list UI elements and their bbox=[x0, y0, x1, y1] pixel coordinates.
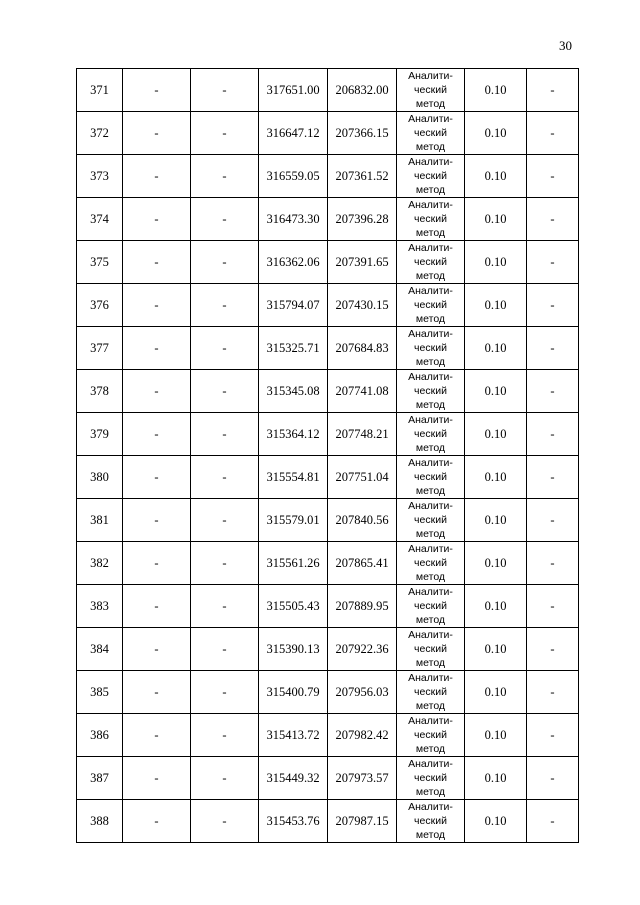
empty-col-3-cell: - bbox=[191, 198, 259, 241]
empty-col-8-cell: - bbox=[527, 327, 579, 370]
method-line: Аналити- bbox=[408, 758, 453, 770]
accuracy-cell: 0.10 bbox=[465, 542, 527, 585]
x-coordinate-cell: 315561.26 bbox=[259, 542, 328, 585]
x-coordinate-cell: 316647.12 bbox=[259, 112, 328, 155]
empty-col-3-cell: - bbox=[191, 456, 259, 499]
method-line: ческий bbox=[414, 256, 447, 268]
empty-col-2-cell: - bbox=[123, 413, 191, 456]
y-coordinate-cell: 207748.21 bbox=[328, 413, 397, 456]
method-line: метод bbox=[415, 700, 446, 712]
method-cell bbox=[397, 456, 465, 499]
method-line: Аналити- bbox=[408, 70, 453, 82]
y-coordinate-cell: 207366.15 bbox=[328, 112, 397, 155]
method-line: Аналити- bbox=[408, 285, 453, 297]
point-number-cell: 374 bbox=[77, 198, 123, 241]
method-line: метод bbox=[415, 743, 446, 755]
method-line: Аналити- bbox=[408, 672, 453, 684]
method-line: ческий bbox=[414, 815, 447, 827]
x-coordinate-cell: 315345.08 bbox=[259, 370, 328, 413]
method-line: ческий bbox=[414, 772, 447, 784]
empty-col-2-cell: - bbox=[123, 155, 191, 198]
table-row bbox=[77, 327, 579, 370]
accuracy-cell: 0.10 bbox=[465, 499, 527, 542]
point-number-cell: 377 bbox=[77, 327, 123, 370]
method-line: ческий bbox=[414, 170, 447, 182]
point-number-cell: 383 bbox=[77, 585, 123, 628]
method-line: метод bbox=[415, 528, 446, 540]
table-row bbox=[77, 757, 579, 800]
empty-col-3-cell: - bbox=[191, 413, 259, 456]
accuracy-cell: 0.10 bbox=[465, 628, 527, 671]
point-number-cell: 381 bbox=[77, 499, 123, 542]
y-coordinate-cell: 207922.36 bbox=[328, 628, 397, 671]
table-body bbox=[77, 69, 579, 843]
method-cell bbox=[397, 542, 465, 585]
accuracy-cell: 0.10 bbox=[465, 327, 527, 370]
empty-col-8-cell: - bbox=[527, 112, 579, 155]
x-coordinate-cell: 315413.72 bbox=[259, 714, 328, 757]
empty-col-2-cell: - bbox=[123, 112, 191, 155]
method-line: Аналити- bbox=[408, 500, 453, 512]
method-line: метод bbox=[415, 657, 446, 669]
method-line: ческий bbox=[414, 557, 447, 569]
method-line: метод bbox=[415, 227, 446, 239]
method-cell bbox=[397, 370, 465, 413]
empty-col-8-cell: - bbox=[527, 198, 579, 241]
y-coordinate-cell: 206832.00 bbox=[328, 69, 397, 112]
method-line: ческий bbox=[414, 127, 447, 139]
table-row bbox=[77, 671, 579, 714]
accuracy-cell: 0.10 bbox=[465, 155, 527, 198]
empty-col-2-cell: - bbox=[123, 241, 191, 284]
empty-col-8-cell: - bbox=[527, 241, 579, 284]
empty-col-8-cell: - bbox=[527, 757, 579, 800]
y-coordinate-cell: 207982.42 bbox=[328, 714, 397, 757]
y-coordinate-cell: 207396.28 bbox=[328, 198, 397, 241]
y-coordinate-cell: 207751.04 bbox=[328, 456, 397, 499]
accuracy-cell: 0.10 bbox=[465, 112, 527, 155]
method-cell bbox=[397, 757, 465, 800]
method-line: метод bbox=[415, 829, 446, 841]
method-cell bbox=[397, 284, 465, 327]
point-number-cell: 387 bbox=[77, 757, 123, 800]
method-cell bbox=[397, 198, 465, 241]
table-row bbox=[77, 112, 579, 155]
method-line: Аналити- bbox=[408, 801, 453, 813]
method-line: ческий bbox=[414, 385, 447, 397]
method-line: метод bbox=[415, 141, 446, 153]
empty-col-8-cell: - bbox=[527, 585, 579, 628]
point-number-cell: 380 bbox=[77, 456, 123, 499]
point-number-cell: 375 bbox=[77, 241, 123, 284]
empty-col-3-cell: - bbox=[191, 628, 259, 671]
method-line: ческий bbox=[414, 84, 447, 96]
method-line: метод bbox=[415, 442, 446, 454]
method-line: ческий bbox=[414, 686, 447, 698]
empty-col-8-cell: - bbox=[527, 800, 579, 843]
point-number-cell: 376 bbox=[77, 284, 123, 327]
accuracy-cell: 0.10 bbox=[465, 800, 527, 843]
accuracy-cell: 0.10 bbox=[465, 69, 527, 112]
method-line: Аналити- bbox=[408, 414, 453, 426]
accuracy-cell: 0.10 bbox=[465, 284, 527, 327]
table-row bbox=[77, 499, 579, 542]
point-number-cell: 371 bbox=[77, 69, 123, 112]
table-row bbox=[77, 198, 579, 241]
empty-col-2-cell: - bbox=[123, 499, 191, 542]
empty-col-8-cell: - bbox=[527, 155, 579, 198]
method-line: метод bbox=[415, 270, 446, 282]
empty-col-8-cell: - bbox=[527, 714, 579, 757]
method-cell bbox=[397, 671, 465, 714]
empty-col-2-cell: - bbox=[123, 757, 191, 800]
table-row bbox=[77, 370, 579, 413]
empty-col-2-cell: - bbox=[123, 671, 191, 714]
method-line: Аналити- bbox=[408, 371, 453, 383]
method-line: Аналити- bbox=[408, 328, 453, 340]
point-number-cell: 372 bbox=[77, 112, 123, 155]
empty-col-2-cell: - bbox=[123, 714, 191, 757]
table-row bbox=[77, 585, 579, 628]
empty-col-3-cell: - bbox=[191, 327, 259, 370]
empty-col-8-cell: - bbox=[527, 499, 579, 542]
point-number-cell: 386 bbox=[77, 714, 123, 757]
y-coordinate-cell: 207361.52 bbox=[328, 155, 397, 198]
empty-col-3-cell: - bbox=[191, 585, 259, 628]
method-line: ческий bbox=[414, 428, 447, 440]
empty-col-3-cell: - bbox=[191, 241, 259, 284]
x-coordinate-cell: 316473.30 bbox=[259, 198, 328, 241]
method-line: Аналити- bbox=[408, 586, 453, 598]
empty-col-2-cell: - bbox=[123, 370, 191, 413]
y-coordinate-cell: 207889.95 bbox=[328, 585, 397, 628]
empty-col-2-cell: - bbox=[123, 542, 191, 585]
x-coordinate-cell: 315390.13 bbox=[259, 628, 328, 671]
x-coordinate-cell: 315364.12 bbox=[259, 413, 328, 456]
method-cell bbox=[397, 714, 465, 757]
coordinates-table bbox=[76, 68, 579, 843]
accuracy-cell: 0.10 bbox=[465, 757, 527, 800]
point-number-cell: 382 bbox=[77, 542, 123, 585]
y-coordinate-cell: 207865.41 bbox=[328, 542, 397, 585]
method-line: метод bbox=[415, 98, 446, 110]
method-cell bbox=[397, 112, 465, 155]
empty-col-3-cell: - bbox=[191, 542, 259, 585]
accuracy-cell: 0.10 bbox=[465, 370, 527, 413]
y-coordinate-cell: 207973.57 bbox=[328, 757, 397, 800]
method-line: метод bbox=[415, 614, 446, 626]
empty-col-2-cell: - bbox=[123, 456, 191, 499]
point-number-cell: 373 bbox=[77, 155, 123, 198]
method-line: ческий bbox=[414, 213, 447, 225]
empty-col-3-cell: - bbox=[191, 757, 259, 800]
y-coordinate-cell: 207741.08 bbox=[328, 370, 397, 413]
method-line: ческий bbox=[414, 471, 447, 483]
page-number: 30 bbox=[559, 38, 572, 53]
x-coordinate-cell: 315449.32 bbox=[259, 757, 328, 800]
x-coordinate-cell: 315400.79 bbox=[259, 671, 328, 714]
table-row bbox=[77, 69, 579, 112]
x-coordinate-cell: 315554.81 bbox=[259, 456, 328, 499]
point-number-cell: 379 bbox=[77, 413, 123, 456]
method-line: ческий bbox=[414, 299, 447, 311]
method-line: Аналити- bbox=[408, 156, 453, 168]
empty-col-8-cell: - bbox=[527, 542, 579, 585]
accuracy-cell: 0.10 bbox=[465, 241, 527, 284]
method-line: ческий bbox=[414, 600, 447, 612]
empty-col-3-cell: - bbox=[191, 284, 259, 327]
table-row bbox=[77, 241, 579, 284]
empty-col-8-cell: - bbox=[527, 284, 579, 327]
empty-col-2-cell: - bbox=[123, 284, 191, 327]
method-line: метод bbox=[415, 356, 446, 368]
method-cell bbox=[397, 585, 465, 628]
empty-col-8-cell: - bbox=[527, 671, 579, 714]
accuracy-cell: 0.10 bbox=[465, 585, 527, 628]
method-line: метод bbox=[415, 571, 446, 583]
point-number-cell: 388 bbox=[77, 800, 123, 843]
x-coordinate-cell: 316559.05 bbox=[259, 155, 328, 198]
y-coordinate-cell: 207391.65 bbox=[328, 241, 397, 284]
x-coordinate-cell: 316362.06 bbox=[259, 241, 328, 284]
x-coordinate-cell: 315794.07 bbox=[259, 284, 328, 327]
method-cell bbox=[397, 499, 465, 542]
accuracy-cell: 0.10 bbox=[465, 456, 527, 499]
empty-col-3-cell: - bbox=[191, 714, 259, 757]
method-line: метод bbox=[415, 485, 446, 497]
method-cell bbox=[397, 413, 465, 456]
accuracy-cell: 0.10 bbox=[465, 413, 527, 456]
method-cell bbox=[397, 241, 465, 284]
empty-col-2-cell: - bbox=[123, 198, 191, 241]
table-row bbox=[77, 628, 579, 671]
method-line: Аналити- bbox=[408, 113, 453, 125]
accuracy-cell: 0.10 bbox=[465, 671, 527, 714]
point-number-cell: 378 bbox=[77, 370, 123, 413]
empty-col-2-cell: - bbox=[123, 585, 191, 628]
y-coordinate-cell: 207840.56 bbox=[328, 499, 397, 542]
table-row bbox=[77, 456, 579, 499]
x-coordinate-cell: 315453.76 bbox=[259, 800, 328, 843]
method-cell bbox=[397, 69, 465, 112]
method-line: Аналити- bbox=[408, 715, 453, 727]
y-coordinate-cell: 207430.15 bbox=[328, 284, 397, 327]
table-row bbox=[77, 413, 579, 456]
empty-col-3-cell: - bbox=[191, 499, 259, 542]
method-line: ческий bbox=[414, 342, 447, 354]
empty-col-2-cell: - bbox=[123, 628, 191, 671]
empty-col-3-cell: - bbox=[191, 112, 259, 155]
x-coordinate-cell: 315325.71 bbox=[259, 327, 328, 370]
table-row bbox=[77, 714, 579, 757]
empty-col-3-cell: - bbox=[191, 800, 259, 843]
method-line: ческий bbox=[414, 729, 447, 741]
method-cell bbox=[397, 800, 465, 843]
x-coordinate-cell: 317651.00 bbox=[259, 69, 328, 112]
accuracy-cell: 0.10 bbox=[465, 714, 527, 757]
empty-col-2-cell: - bbox=[123, 800, 191, 843]
empty-col-3-cell: - bbox=[191, 69, 259, 112]
method-line: метод bbox=[415, 313, 446, 325]
y-coordinate-cell: 207956.03 bbox=[328, 671, 397, 714]
table-row bbox=[77, 284, 579, 327]
y-coordinate-cell: 207987.15 bbox=[328, 800, 397, 843]
accuracy-cell: 0.10 bbox=[465, 198, 527, 241]
method-line: Аналити- bbox=[408, 629, 453, 641]
x-coordinate-cell: 315579.01 bbox=[259, 499, 328, 542]
empty-col-3-cell: - bbox=[191, 370, 259, 413]
method-cell bbox=[397, 327, 465, 370]
empty-col-8-cell: - bbox=[527, 456, 579, 499]
y-coordinate-cell: 207684.83 bbox=[328, 327, 397, 370]
point-number-cell: 385 bbox=[77, 671, 123, 714]
method-line: метод bbox=[415, 399, 446, 411]
table-row bbox=[77, 155, 579, 198]
method-line: метод bbox=[415, 786, 446, 798]
method-line: Аналити- bbox=[408, 543, 453, 555]
method-line: Аналити- bbox=[408, 457, 453, 469]
empty-col-2-cell: - bbox=[123, 327, 191, 370]
empty-col-3-cell: - bbox=[191, 155, 259, 198]
empty-col-8-cell: - bbox=[527, 628, 579, 671]
method-cell bbox=[397, 155, 465, 198]
method-line: ческий bbox=[414, 514, 447, 526]
method-line: ческий bbox=[414, 643, 447, 655]
method-line: Аналити- bbox=[408, 199, 453, 211]
method-cell bbox=[397, 628, 465, 671]
empty-col-8-cell: - bbox=[527, 413, 579, 456]
table-row bbox=[77, 542, 579, 585]
method-line: Аналити- bbox=[408, 242, 453, 254]
empty-col-8-cell: - bbox=[527, 69, 579, 112]
empty-col-8-cell: - bbox=[527, 370, 579, 413]
table-row bbox=[77, 800, 579, 843]
empty-col-2-cell: - bbox=[123, 69, 191, 112]
point-number-cell: 384 bbox=[77, 628, 123, 671]
empty-col-3-cell: - bbox=[191, 671, 259, 714]
method-line: метод bbox=[415, 184, 446, 196]
x-coordinate-cell: 315505.43 bbox=[259, 585, 328, 628]
